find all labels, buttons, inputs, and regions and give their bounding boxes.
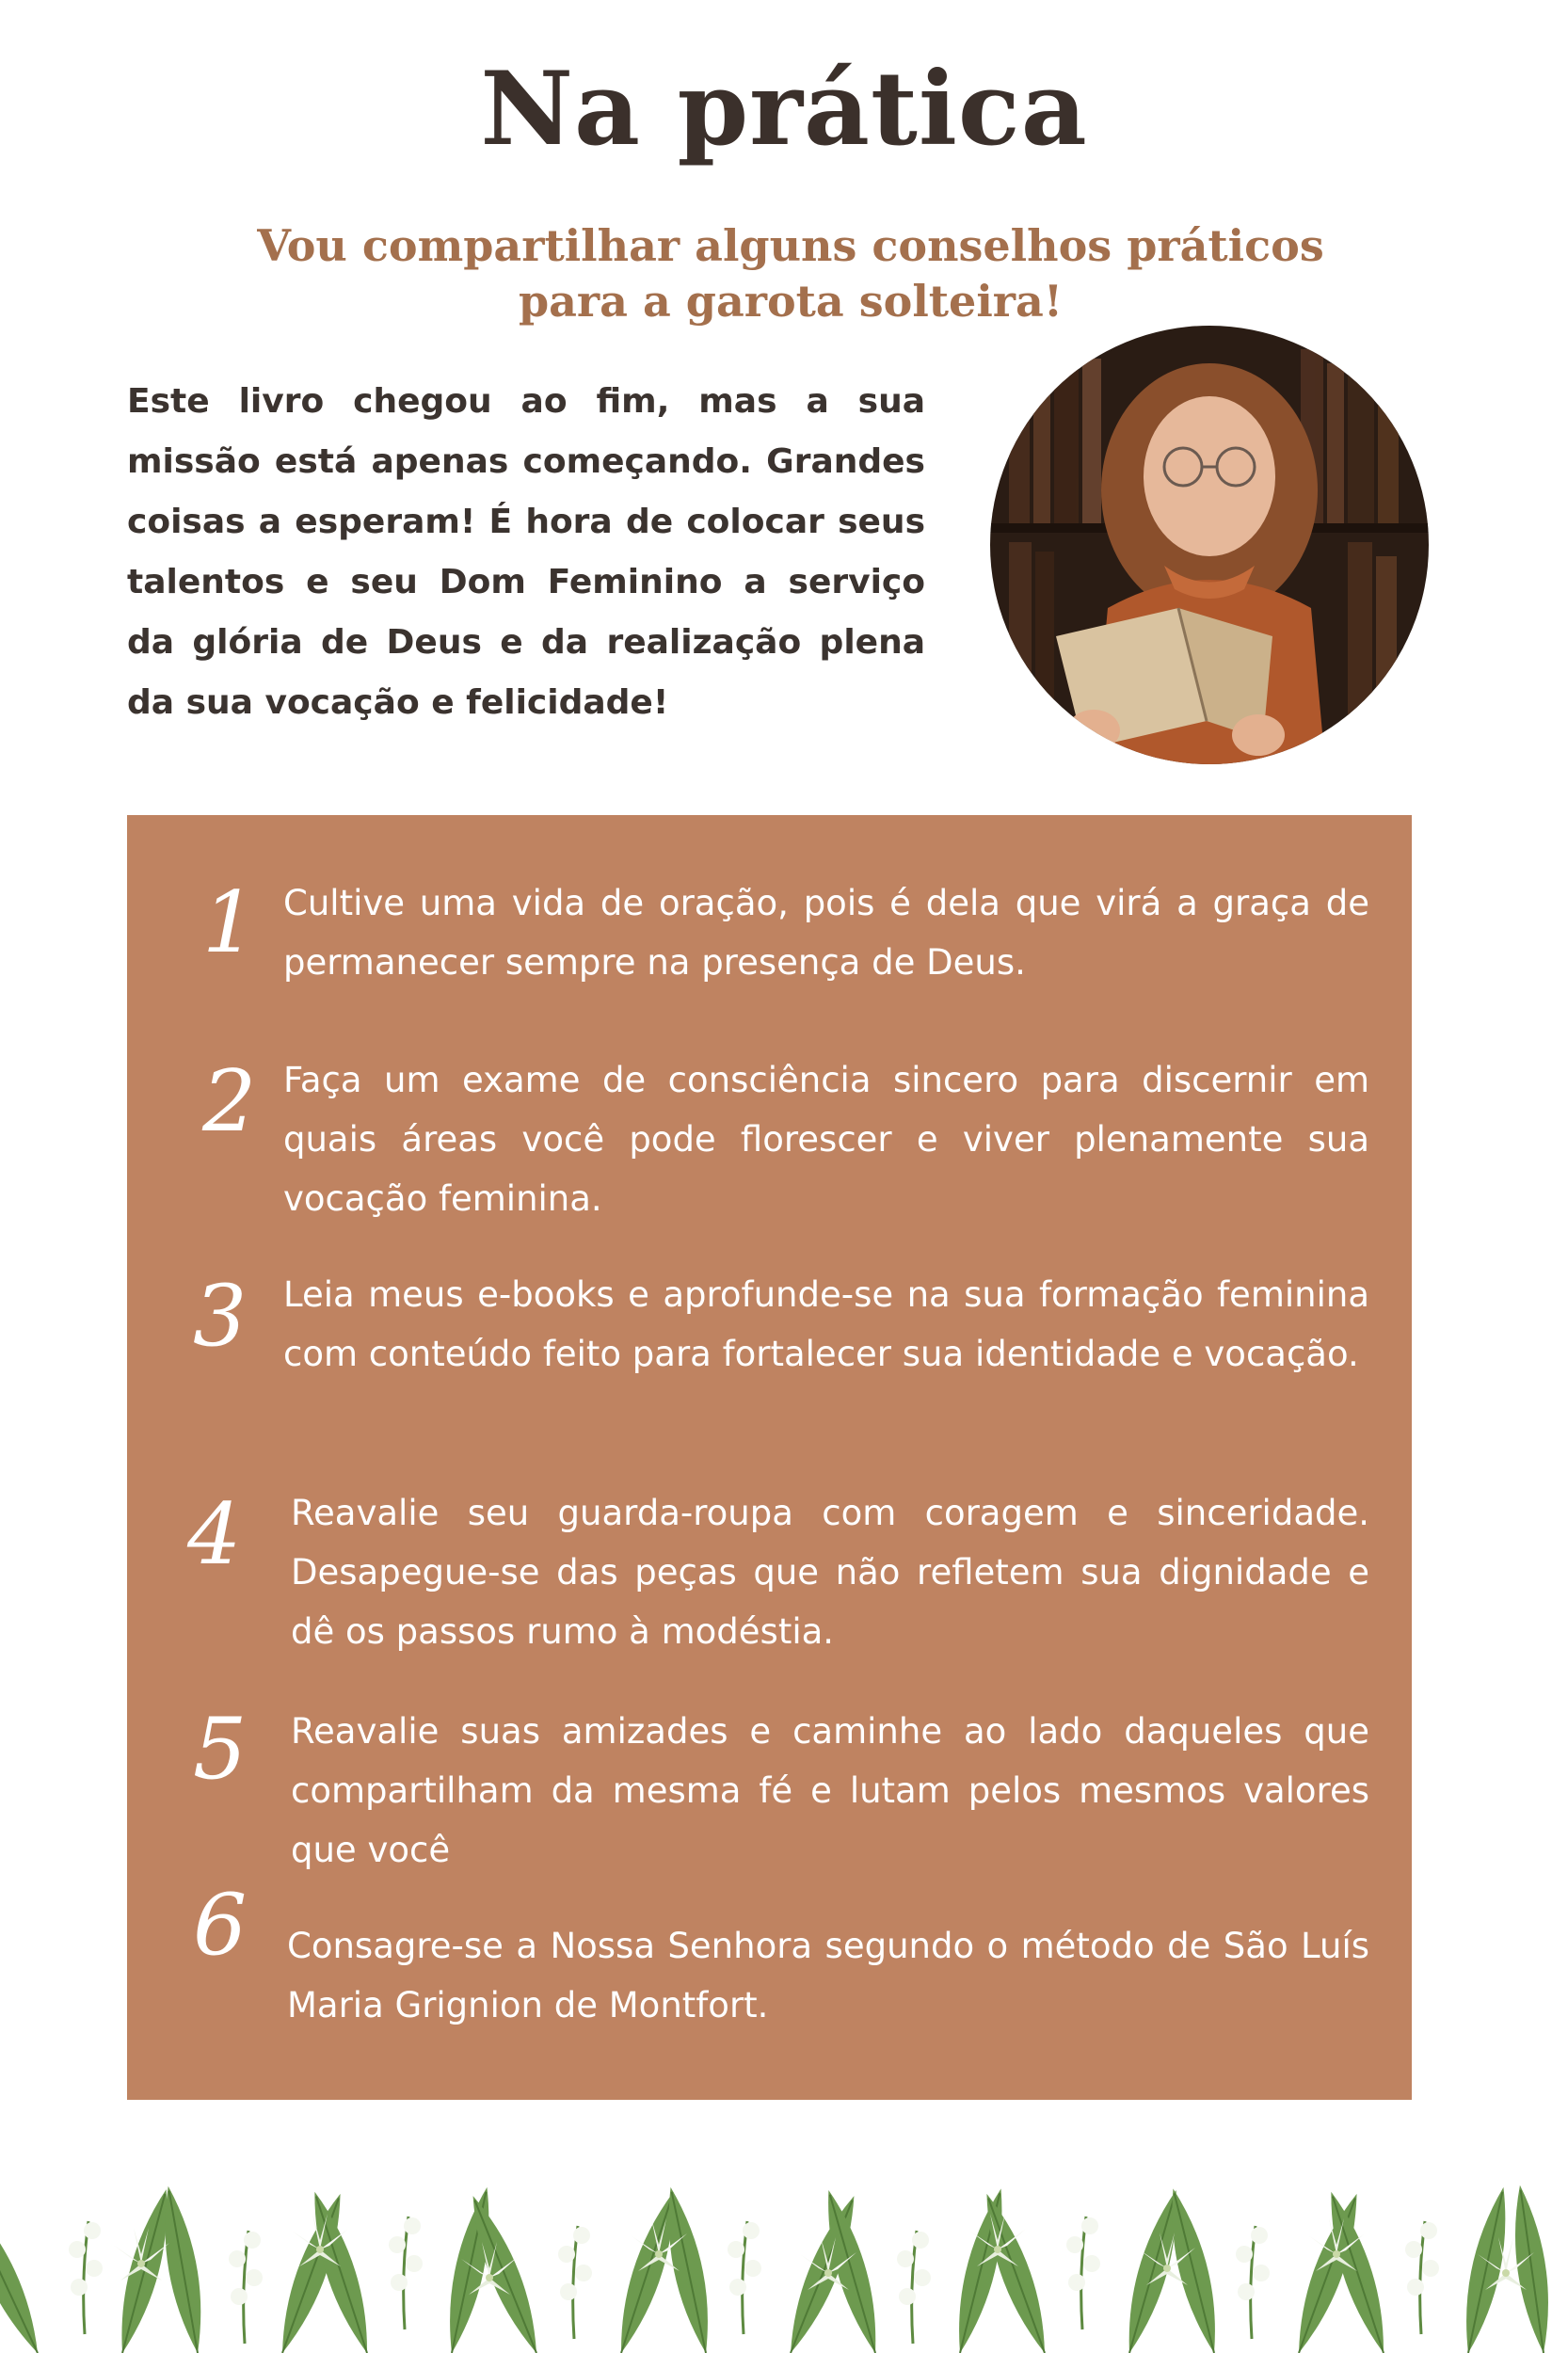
tip-number: 3 bbox=[193, 1267, 248, 1366]
intro-paragraph: Este livro chegou ao fim, mas a sua missão está apenas começando. Grandes coisas a esperam! É hora de colocar seus talentos e seu Dom Feminino a serviço da glória de Deus e da realização plena da sua vocação e felicidade! bbox=[127, 382, 925, 722]
lily-of-the-valley-border-decoration bbox=[0, 2137, 1568, 2353]
tip-number: 4 bbox=[187, 1485, 242, 1584]
tip-text: Reavalie seu guarda-roupa com coragem e sinceridade. Desapegue-se das peças que não refletem sua dignidade e dê os passos rumo à modéstia. bbox=[291, 1493, 1369, 1652]
tip-text: Consagre-se a Nossa Senhora segundo o método de São Luís Maria Grignion de Montfort. bbox=[287, 1926, 1369, 2025]
page-title: Na prática bbox=[480, 50, 1088, 168]
woman-reading-icon bbox=[990, 326, 1429, 764]
tip-number: 2 bbox=[202, 1052, 257, 1151]
portrait-photo bbox=[990, 326, 1429, 764]
tip-text: Reavalie suas amizades e caminhe ao lado daqueles que compartilham da mesma fé e lutam pelos mesmos valores que você bbox=[291, 1711, 1369, 1870]
tips-box bbox=[127, 815, 1412, 2100]
tip-text: Faça um exame de consciência sincero para discernir em quais áreas você pode florescer e viver plenamente sua vocação feminina. bbox=[283, 1060, 1369, 1219]
tip-number: 1 bbox=[202, 873, 257, 972]
tip-text: Cultive uma vida de oração, pois é dela que virá a graça de permanecer sempre na presença de Deus. bbox=[283, 883, 1369, 983]
page-subtitle: Vou compartilhar alguns conselhos práticos para a garota solteira! bbox=[257, 220, 1324, 327]
tip-number: 5 bbox=[193, 1700, 248, 1799]
tip-text: Leia meus e-books e aprofunde-se na sua formação feminina com conteúdo feito para fortalecer sua identidade e vocação. bbox=[283, 1274, 1369, 1374]
tip-number: 6 bbox=[193, 1876, 248, 1975]
